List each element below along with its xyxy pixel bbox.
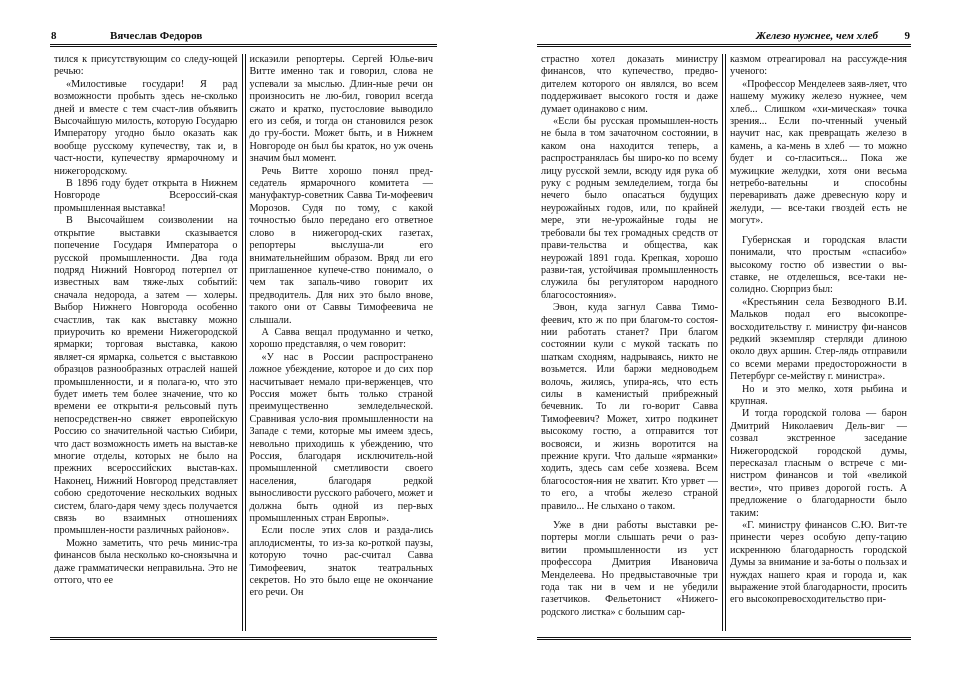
- left-page-footer-rule: [50, 637, 437, 640]
- right-page-number: 9: [904, 30, 910, 42]
- paragraph: Можно заметить, что речь минис-тра финансов была несколько ко-сноязычна и даже грамматически неправильна. Это не оттого, что ее: [54, 537, 238, 587]
- right-page-header: [537, 28, 911, 47]
- right-page-footer-rule: [537, 637, 911, 640]
- paragraph: Уже в дни работы выставки ре-портеры могли слышать речи о раз-витии промышленности из уст профессора Дмитрия Ивановича Менделеева. Но предвыставочные три года так ни в чем и не убедили газетчиков. Фельетонист «Нижего-родского листка» с большим сар-: [541, 520, 718, 618]
- paragraph: «Г. министру финансов С.Ю. Вит-те принести через особую депу-тацию искреннюю благодарность городской Думы за внимание и за-боты о пользах и нуждах нашего края и города и, как выражение этой благодарности, просить его высокопревосходительство при-: [730, 520, 907, 606]
- paragraph: В 1896 году будет открыта в Нижнем Новгороде Всероссий-ская промышленная выставка!: [54, 178, 238, 214]
- left-page-running-title: Вячеслав Федоров: [110, 30, 203, 42]
- right-page: [537, 28, 911, 681]
- left-page-number: 8: [51, 30, 57, 42]
- paragraph: Губернская и городская власти понимали, что простым «спасибо» высокому гостю об известии о вы-ставке, не отделешься, все-таки не-солидно. Сюрприз был:: [730, 234, 907, 296]
- paragraph: В Высочайшем соизволении на открытие выставки сказывается попечение Государя Императора о русской промышленности. Два года подряд Нижний Новгород потерпел от известных вам тяже-лых событий: сначала недорода, а затем — холеры. Выбор Нижнего Новгорода особенно счастлив, так как выставку можно приурочить ко времени Нижегородской ярмарки; торговая выставка, какою являет-ся ярмарка, сольется с выставкою образцов разнообразных отраслей нашей промышленности, и я полага-ю, что это будет иметь тем более значение, что ко времени ее открыти-я рельсовый путь непосредствен-но свяжет европейскую Россию со значительной частью Сибири, что даст возможность иметь на выстав-ке многие отделы, которых не было на прежних всероссийских выстав-ках. Наконец, Нижний Новгород представляет собою средоточение нескольких водных систем, благо-даря чему здесь получается связь во взаимных отношениях промышлен-ности различных районов».: [54, 215, 238, 537]
- left-page-column-1: [50, 54, 242, 631]
- paragraph: «У нас в России распространено ложное убеждение, которое и до сих пор насчитывает немало при-верженцев, что Россия может быть только страной преимущественно земледельческой. Сравнивая усло-вия промышленности на Западе с теми, которые мы имеем здесь, невольно приходишь к убеждению, что Россия, благодаря исключитель-ной промышленной сметливости своего населения, благодаря редкой выносливости русского рабочего, может и должна быть одной из пер-вых промышленных стран Европы».: [249, 351, 433, 525]
- paragraph: казмом отреагировал на рассужде-ния ученого:: [730, 54, 907, 78]
- paragraph: Если после этих слов и разда-лись аплодисменты, то из-за ко-роткой паузы, которую точно рас-считал Савва Тимофеевич, знаток театральных секретов. Но это было еще не окончание его речи. Он: [249, 525, 433, 599]
- paragraph: Эвон, куда загнул Савва Тимо-феевич, кто ж по при благом-то состоя-нии работать станет? При благом состоянии кули с мукой таскать по шаткам сходням, надрываясь, никто не возьмется. Или баржи медноводьем волочь, жилясь, упира-ясь, что есть силы в каменистый прибрежный бечевник. То ли го-ворит Савва Тимофеевич? Может, хитро подкинет высокому гостю, а отправится тот восвояси, и жизнь воротится на прежние круги. Что дальше «ярманки» ходить, здесь сам себе хозяева. Всем благосостоя-ния не хватит. Кто урвет — то его, а чтобы железо страной правило... Не слыхано о таком.: [541, 302, 718, 512]
- right-page-column-1: [537, 54, 722, 631]
- paragraph: А Савва вещал продуманно и четко, хорошо представляя, о чем говорит:: [249, 326, 433, 351]
- left-page-column-2: [246, 54, 438, 631]
- right-page-body: [537, 54, 911, 631]
- paragraph: И тогда городской голова — барон Дмитрий Николаевич Дель-виг — созвал экстренное заседание Нижегородской городской думы, пересказал гласным о встрече с ми-нистром финансов и той «великой вести», что привез дорогой гость. А предложение о благодарности было таким:: [730, 408, 907, 519]
- right-page-column-2: [726, 54, 911, 631]
- right-page-running-title: Железо нужнее, чем хлеб: [755, 30, 878, 42]
- paragraph: «Профессор Менделеев заяв-ляет, что нашему мужику железо нужнее, чем хлеб... Слишком «хи-мическая» точка зрения... Если по-чтенный ученый научит нас, как превращать железо в камень, а ка-мень в хлеб — то можно будет и со-гласиться... Пока же мужицкие желудки, хотя они весьма нетребо-вательны и способны переваривать даже древесную кору и желуди, — все-таки гвоздей есть не могут».: [730, 78, 907, 227]
- paragraph: тился к присутствующим со следу-ющей речью:: [54, 54, 238, 78]
- paragraph: «Крестьянин села Безводного В.И. Мальков подал его высокопре-восходительству г. министру фи-нансов редкий экземпляр стерляди длиною около двух аршин. Стер-лядь отправили со всеми мерами предосторожности в Петербург се-мейству г. министра».: [730, 296, 907, 383]
- left-page-body: [50, 54, 437, 631]
- paragraph: искаэили репортеры. Сергей Юлье-вич Витте именно так и говорил, слова не успевали за мыслью. Длин-ные речи он произносить не лю-бил, говорил всегда сжато и кратко, пустословие выводило его из себя, и тогда он становился резок до гру-бости. Может быть, и в Нижнем Новгороде он был бы краток, но уж очень значим был момент.: [249, 54, 433, 165]
- paragraph: страстно хотел доказать министру финансов, что купечество, предво-дителем которого он являлся, во всем поддерживает высокого гостя и даже думает одинаково с ним.: [541, 54, 718, 115]
- paragraph: Речь Витте хорошо понял пред-седатель ярмарочного комитета — мануфактур-советник Савва Ти-мофеевич Морозов. Судя по тому, с какой точностью было передано его ответное слово в нижегород-ских газетах, репортеры выслуша-ли его внимательнейшим образом. Вряд ли его приглашенное купече-ство понимало, о чем так запаль-чиво говорит их предводитель. Для них это было внове, такого они от Саввы Тимофеевича не слышали.: [249, 165, 433, 326]
- paragraph: «Милостивые государи! Я рад возможности пробыть здесь не-сколько дней и вместе с тем счаст-лив объявить Высочайшую милость, которую Государю Императору угодно было оказать как вообще русскому купечеству, так и, в част-ности, купечеству ярмарочному и нижегородскому.: [54, 78, 238, 177]
- paragraph: Но и это мелко, хотя рыбина и крупная.: [730, 383, 907, 407]
- left-page-header: [50, 28, 437, 47]
- left-page: [50, 28, 437, 681]
- paragraph: «Если бы русская промышлен-ность не была в том зачаточном состоянии, в каком она находится теперь, а распространялась бы широ-ко по всему лицу русской земли, всюду идя рука об руку с родным земледелием, тогда бы нечего было опасаться будущих неурожайных годов, или, по крайней мере, эти не-урожайные годы не требовали бы тех громадных средств от прави-тельства и общества, как неурожай 1891 года. Крепкая, хорошо разви-тая, устойчивая промышленность служила бы регулятором народного благосостояния».: [541, 116, 718, 301]
